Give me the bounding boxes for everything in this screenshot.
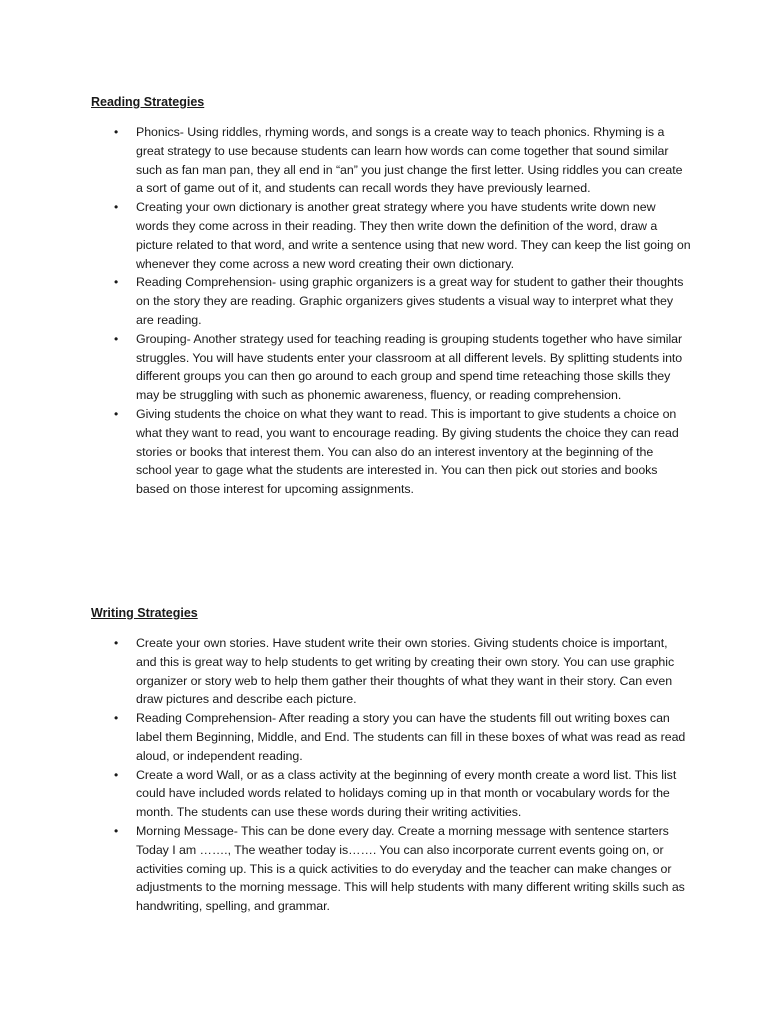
list-item bbox=[91, 198, 691, 273]
reading-strategies-heading: Reading Strategies bbox=[91, 95, 205, 109]
list-item-text: Reading Comprehension- After reading a story you can have the students fill out writing boxes can label them Beginning, Middle, and End. The students can fill in these boxes of what was read as read aloud, or independent reading. bbox=[136, 711, 686, 763]
list-item-text: Morning Message- This can be done every day. Create a morning message with sentence starters Today I am ……., The weather today is……. You can also incorporate current events going on, or activities coming up. This is a quick activities to do everyday and the teacher can make changes or adjustments to the morning message. This will help students with many different writing skills such as handwriting, spelling, and grammar. bbox=[136, 823, 685, 914]
writing-strategies-list bbox=[91, 634, 691, 916]
writing-strategies-heading: Writing Strategies bbox=[91, 606, 198, 620]
list-item bbox=[91, 822, 691, 916]
bullet-icon: • bbox=[114, 125, 119, 139]
reading-strategies-list bbox=[91, 123, 691, 499]
list-item bbox=[91, 405, 691, 499]
list-item bbox=[91, 766, 691, 822]
bullet-icon: • bbox=[114, 406, 119, 421]
bullet-icon: • bbox=[114, 823, 119, 838]
list-item-text: Create your own stories. Have student write their own stories. Giving students choice is important, and this is great way to help students to get writing by creating their own story. You can use graphic organizer or story web to help them gather their thoughts of what they want in their story. Can even draw pictures and describe each picture. bbox=[136, 636, 675, 707]
list-item-text: Create a word Wall, or as a class activity at the beginning of every month create a word list. This list could have included words related to holidays coming up in that month or vocabulary words for the month. The students can use these words during their writing activities. bbox=[136, 767, 677, 820]
list-item-text: Creating your own dictionary is another great strategy where you have students write down new words they come across in their reading. They then write down the definition of the word, draw a picture related to that word, and write a sentence using that new word. They can keep the list going on whenever they come across a new word creating their own dictionary. bbox=[136, 200, 691, 271]
list-item-text: Grouping- Another strategy used for teaching reading is grouping students together who have similar struggles. You will have students enter your classroom at all different levels. By splitting students into different groups you can then go around to each group and spend time reteaching those skills they may be struggling with such as phonemic awareness, fluency, or reading comprehension. bbox=[136, 331, 683, 403]
bullet-icon: • bbox=[114, 636, 119, 650]
list-item-text: Phonics- Using riddles, rhyming words, and songs is a create way to teach phonics. Rhyming is a great strategy to use because students can learn how words can come together that sound similar such as fan man pan, they all end in “an” you just change the first letter. Using riddles you can create a sort of game out of it, and students can recall words they have previously learned. bbox=[136, 125, 683, 196]
list-item-text: Reading Comprehension- using graphic organizers is a great way for student to gather their thoughts on the story they are reading. Graphic organizers gives students a visual way to interpret what they are reading. bbox=[136, 275, 684, 327]
list-item bbox=[91, 634, 691, 709]
bullet-icon: • bbox=[114, 331, 119, 346]
bullet-icon: • bbox=[114, 711, 119, 726]
list-item-text: Giving students the choice on what they want to read. This is important to give students a choice on what they want to read, you want to encourage reading. By giving students the choice they can read stories or books that interest them. You can also do an interest inventory at the beginning of the school year to gage what the students are interested in. You can then pick out stories and books based on those interest for upcoming assignments. bbox=[136, 406, 679, 497]
list-item bbox=[91, 123, 691, 198]
list-item bbox=[91, 273, 691, 329]
bullet-icon: • bbox=[114, 767, 119, 782]
bullet-icon: • bbox=[114, 200, 119, 215]
list-item bbox=[91, 330, 691, 405]
reading-strategies-section bbox=[91, 93, 691, 499]
bullet-icon: • bbox=[114, 275, 119, 290]
writing-strategies-section bbox=[91, 604, 691, 916]
list-item bbox=[91, 709, 691, 765]
